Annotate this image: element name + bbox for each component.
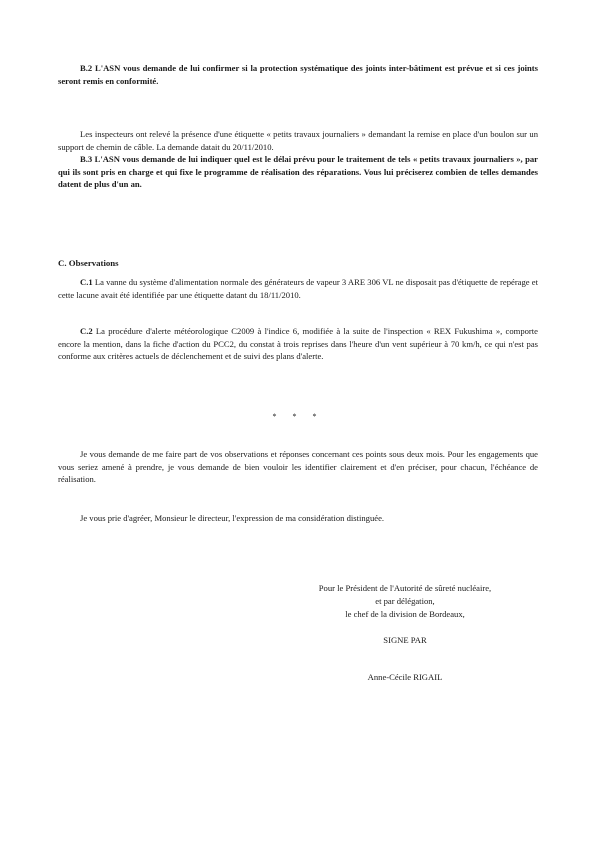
c2-text: La procédure d'alerte météorologique C2009 à l'indice 6, modifiée à la suite de l'inspection « REX Fukushima », comporte encore la mention, dans la fiche d'action du PCC2, du constat à trois reprises dans l'heure d'un vent supérieur à 70 km/h, ce qui n'est pas conforme aux critères actuels de déclenchement et de suivi des plans d'alerte. bbox=[58, 326, 538, 361]
request-b3: B.3 L'ASN vous demande de lui indiquer quel est le délai prévu pour le traitement de tels « petits travaux journaliers », par qui ils sont pris en charge et qui fixe le programme de réalisation des réparations. Vous lui préciserez combien de telles demandes datent de plus d'un an. bbox=[58, 154, 538, 189]
observation-c1 bbox=[58, 276, 538, 301]
signature-line-3: le chef de la division de Bordeaux, bbox=[345, 609, 465, 619]
signatory-name: Anne-Cécile RIGAIL bbox=[367, 672, 443, 682]
c2-label: C.2 bbox=[80, 326, 93, 336]
signature-line-1: Pour le Président de l'Autorité de sûreté nucléaire, bbox=[318, 583, 492, 593]
closing-salutation: Je vous prie d'agréer, Monsieur le directeur, l'expression de ma considération distinguée. bbox=[80, 513, 385, 523]
closing-request: Je vous demande de me faire part de vos observations et réponses concernant ces points sous deux mois. Pour les engagements que vous seriez amené à prendre, je vous demande de bien vouloir les identifier clairement et d'en préciser, pour chacun, l'échéance de réalisation. bbox=[58, 449, 538, 484]
section-c-heading: C. Observations bbox=[58, 258, 119, 268]
request-b2: B.2 L'ASN vous demande de lui confirmer si la protection systématique des joints inter-bâtiment est prévue et si ces joints seront remis en conformité. bbox=[58, 63, 538, 86]
signed-by: SIGNE PAR bbox=[383, 635, 427, 645]
c1-label: C.1 bbox=[80, 277, 93, 287]
signature-line-2: et par délégation, bbox=[375, 596, 435, 606]
c1-text: La vanne du système d'alimentation normale des générateurs de vapeur 3 ARE 306 VL ne disposait pas d'étiquette de repérage et cette lacune avait été identifiée par une étiquette datant du 18/11/2010. bbox=[58, 277, 538, 300]
b3-context-paragraph: Les inspecteurs ont relevé la présence d'une étiquette « petits travaux journaliers » demandant la remise en place d'un boulon sur un support de chemin de câble. La demande datait du 20/11/2010. bbox=[58, 129, 538, 152]
section-separator: * * * bbox=[272, 412, 324, 421]
observation-c2 bbox=[58, 325, 538, 363]
